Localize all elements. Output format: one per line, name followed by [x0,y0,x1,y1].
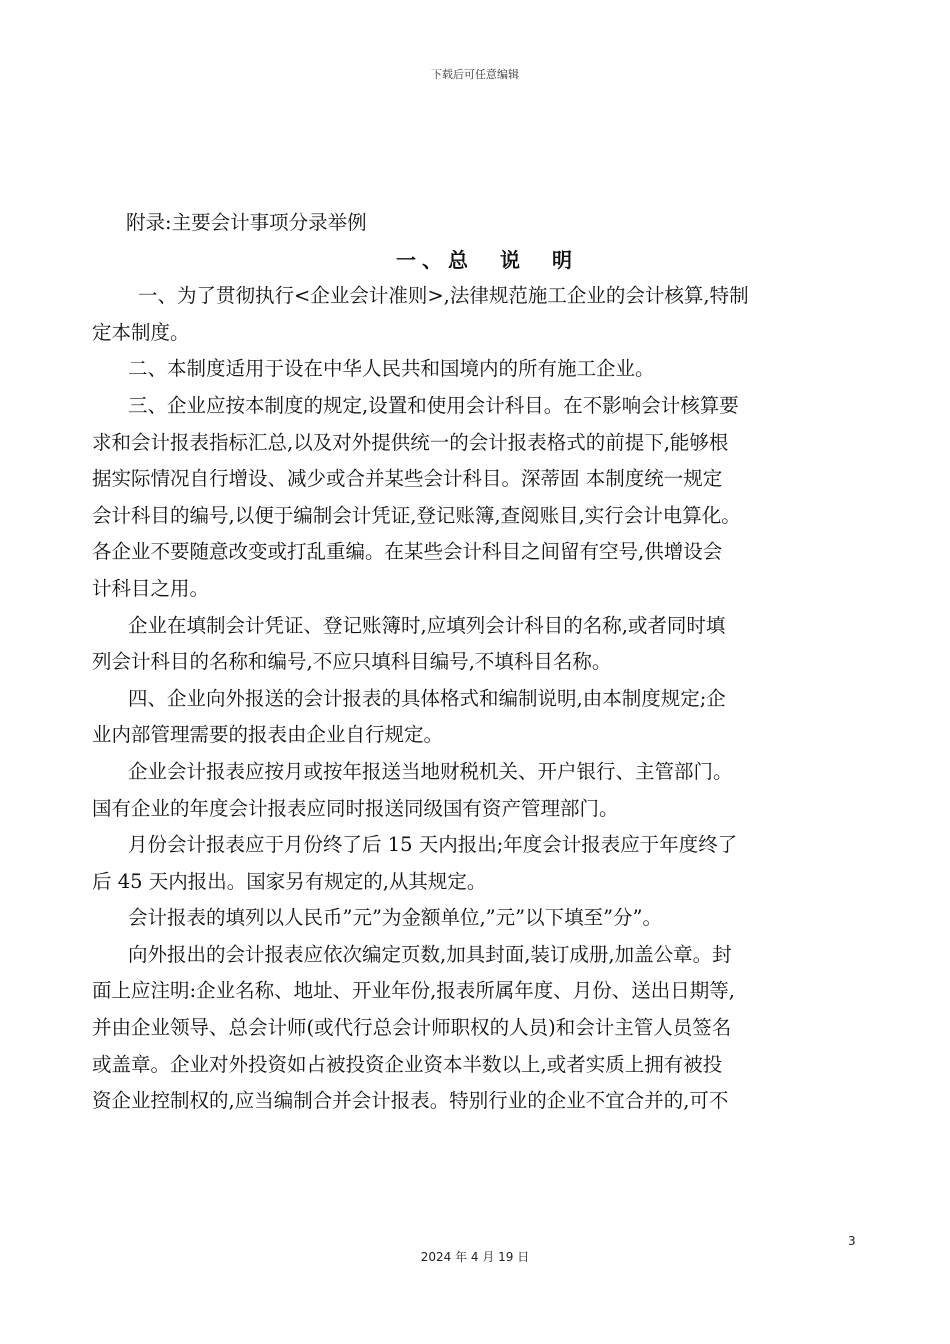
paragraph-line: 或盖章。企业对外投资如占被投资企业资本半数以上,或者实质上拥有被投 [92,1052,723,1076]
paragraph-line: 企业会计报表应按月或按年报送当地财税机关、开户银行、主管部门。 [128,759,733,783]
paragraph-line: 面上应注明:企业名称、地址、开业年份,报表所属年度、月份、送出日期等, [92,979,735,1003]
paragraph-line: 求和会计报表指标汇总,以及对外提供统一的会计报表格式的前提下,能够根 [92,430,729,454]
document-body [92,205,862,1120]
paragraph-line: 四、企业向外报送的会计报表的具体格式和编制说明,由本制度规定;企 [128,686,726,710]
paragraph-line: 向外报出的会计报表应依次编定页数,加具封面,装订成册,加盖公章。封 [128,942,732,966]
paragraph-line: 并由企业领导、总会计师(或代行总会计师职权的人员)和会计主管人员签名 [92,1016,732,1040]
paragraph-line: 会计科目的编号,以便于编制会计凭证,登记账簿,查阅账目,实行会计电算化。 [92,503,741,527]
section-heading: 一、总 说 明 [396,247,578,272]
paragraph-line: 一、为了贯彻执行<企业会计准则>,法律规范施工企业的会计核算,特制 [138,284,749,308]
paragraph-line: 国有企业的年度会计报表应同时报送同级国有资产管理部门。 [92,796,619,820]
paragraph-line: 企业在填制会计凭证、登记账簿时,应填列会计科目的名称,或者同时填 [128,613,726,637]
paragraph-line: 定本制度。 [92,320,190,344]
footer-date: 2024 年 4 月 19 日 [420,1250,530,1264]
paragraph-line: 二、本制度适用于设在中华人民共和国境内的所有施工企业。 [128,357,655,381]
header-note: 下载后可任意编辑 [431,68,519,81]
paragraph-line: 各企业不要随意改变或打乱重编。在某些会计科目之间留有空号,供增设会 [92,540,723,564]
paragraph-line: 列会计科目的名称和编号,不应只填科目编号,不填科目名称。 [92,650,612,674]
page-number: 3 [848,1234,856,1248]
paragraph-line: 业内部管理需要的报表由企业自行规定。 [92,723,444,747]
paragraph-line: 后 45 天内报出。国家另有规定的,从其规定。 [92,869,487,893]
paragraph-line: 资企业控制权的,应当编制合并会计报表。特别行业的企业不宜合并的,可不 [92,1089,729,1113]
paragraph-line: 月份会计报表应于月份终了后 15 天内报出;年度会计报表应于年度终了 [128,833,738,857]
paragraph-line: 三、企业应按本制度的规定,设置和使用会计科目。在不影响会计核算要 [128,393,739,417]
paragraph-line: 会计报表的填列以人民币”元”为金额单位,”元”以下填至”分”。 [128,906,663,930]
paragraph-line: 据实际情况自行增设、减少或合并某些会计科目。深蒂固 本制度统一规定 [92,467,723,491]
appendix-title: 附录:主要会计事项分录举例 [126,211,367,234]
paragraph-line: 计科目之用。 [92,576,210,600]
